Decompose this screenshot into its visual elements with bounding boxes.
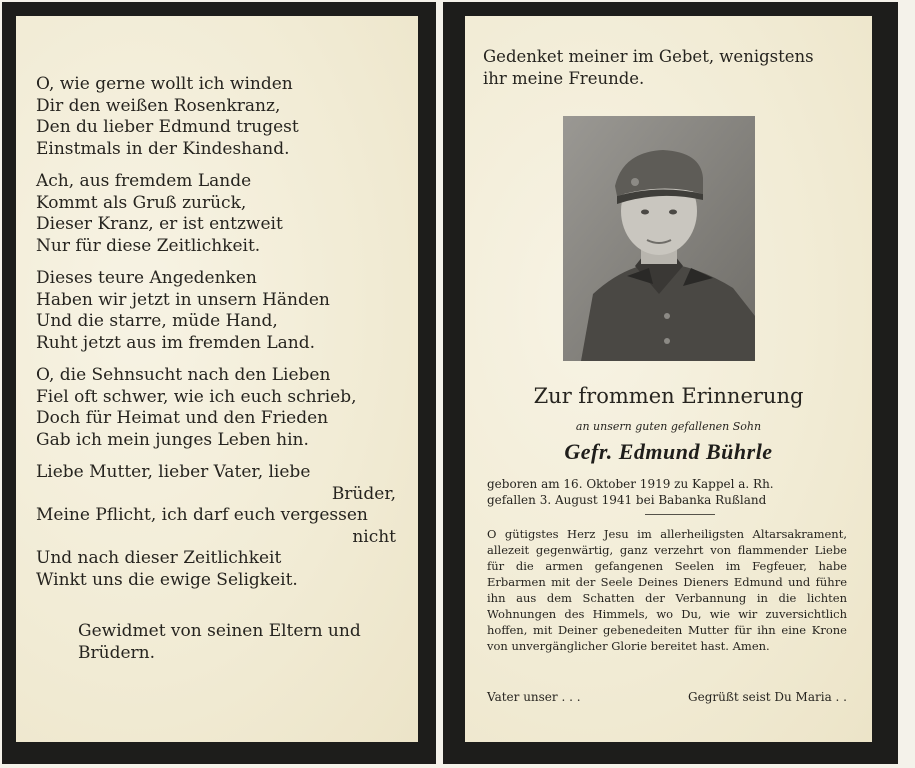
portrait-illustration bbox=[563, 116, 755, 361]
right-card-paper bbox=[465, 16, 872, 742]
poem-line: Ach, aus fremdem Lande bbox=[36, 171, 252, 191]
prayer-closing bbox=[487, 690, 847, 704]
poem-stanza bbox=[36, 74, 396, 160]
poem-line: Meine Pflicht, ich darf euch vergessen bbox=[36, 505, 368, 525]
poem-line: Und nach dieser Zeitlichkeit bbox=[36, 548, 282, 568]
poem-line: Dir den weißen Rosenkranz, bbox=[36, 95, 281, 116]
poem-line: Fiel oft schwer, wie ich euch schrieb, bbox=[36, 386, 357, 407]
dedication-line: Brüdern. bbox=[78, 643, 155, 663]
poem-stanza bbox=[36, 365, 396, 451]
birth-line: geboren am 16. Oktober 1919 zu Kappel a. Rh. bbox=[487, 477, 774, 491]
poem-line: Winkt uns die ewige Seligkeit. bbox=[36, 569, 298, 590]
closing-hail-mary: Gegrüßt seist Du Maria . . bbox=[688, 690, 847, 704]
divider bbox=[645, 514, 715, 515]
poem-line: Haben wir jetzt in unsern Händen bbox=[36, 289, 330, 310]
poem-line: Und die starre, müde Hand, bbox=[36, 311, 278, 331]
poem-line: Brüder, bbox=[331, 483, 396, 504]
deceased-name: Gefr. Edmund Bührle bbox=[564, 439, 773, 464]
poem-line: Doch für Heimat und den Frieden bbox=[36, 408, 329, 428]
death-line: gefallen 3. August 1941 bei Babanka Rußland bbox=[487, 493, 767, 507]
dedication bbox=[78, 620, 418, 664]
poem-line: nicht bbox=[352, 526, 396, 547]
invocation-line: Gedenket meiner im Gebet, wenigstens bbox=[483, 47, 814, 66]
poem-line: O, wie gerne wollt ich winden bbox=[36, 74, 293, 94]
memorial-subtitle: an unsern guten gefallenen Sohn bbox=[575, 420, 762, 433]
poem-stanza bbox=[36, 268, 396, 354]
poem-line: Kommt als Gruß zurück, bbox=[36, 192, 247, 213]
poem-line: Ruht jetzt aus im fremden Land. bbox=[36, 332, 316, 353]
poem-line: Einstmals in der Kindeshand. bbox=[36, 138, 290, 159]
poem-line: Den du lieber Edmund trugest bbox=[36, 117, 299, 137]
right-memorial-card bbox=[443, 2, 898, 764]
soldier-portrait-photo bbox=[563, 116, 755, 361]
prayer-text: O gütigstes Herz Jesu im allerheiligsten Altarsakrament, allezeit gegenwärtig, ganz verzehrt von flammender Liebe für die armen gefangenen Seelen im Fegfeuer, habe Erbarmen mit der Seele Deines Dieners Edmund und führe ihn aus dem Schatten der Verbannung in die lichten Wohnungen des Himmels, wo Du, wie wir zuversichtlich hoffen, mit Deiner gebenedeiten Mutter für ihn eine Krone von unvergänglicher Glorie bereitet hast. Amen. bbox=[487, 527, 847, 653]
poem-line: Liebe Mutter, lieber Vater, liebe bbox=[36, 462, 311, 482]
biography bbox=[487, 476, 867, 508]
poem-line: Dieser Kranz, er ist entzweit bbox=[36, 214, 283, 234]
memorial-title: Zur frommen Erinnerung bbox=[533, 384, 804, 408]
left-card-paper bbox=[16, 16, 418, 742]
invocation bbox=[483, 46, 883, 90]
poem-line: Gab ich mein junges Leben hin. bbox=[36, 429, 309, 450]
poem bbox=[36, 74, 396, 602]
poem-line: O, die Sehnsucht nach den Lieben bbox=[36, 365, 331, 385]
closing-our-father: Vater unser . . . bbox=[487, 690, 581, 704]
invocation-line: ihr meine Freunde. bbox=[483, 69, 645, 88]
poem-stanza bbox=[36, 171, 396, 257]
left-memorial-card bbox=[2, 2, 436, 764]
poem-line: Dieses teure Angedenken bbox=[36, 268, 257, 288]
dedication-line: Gewidmet von seinen Eltern und bbox=[78, 621, 361, 641]
poem-line: Nur für diese Zeitlichkeit. bbox=[36, 235, 261, 256]
poem-stanza bbox=[36, 462, 396, 591]
